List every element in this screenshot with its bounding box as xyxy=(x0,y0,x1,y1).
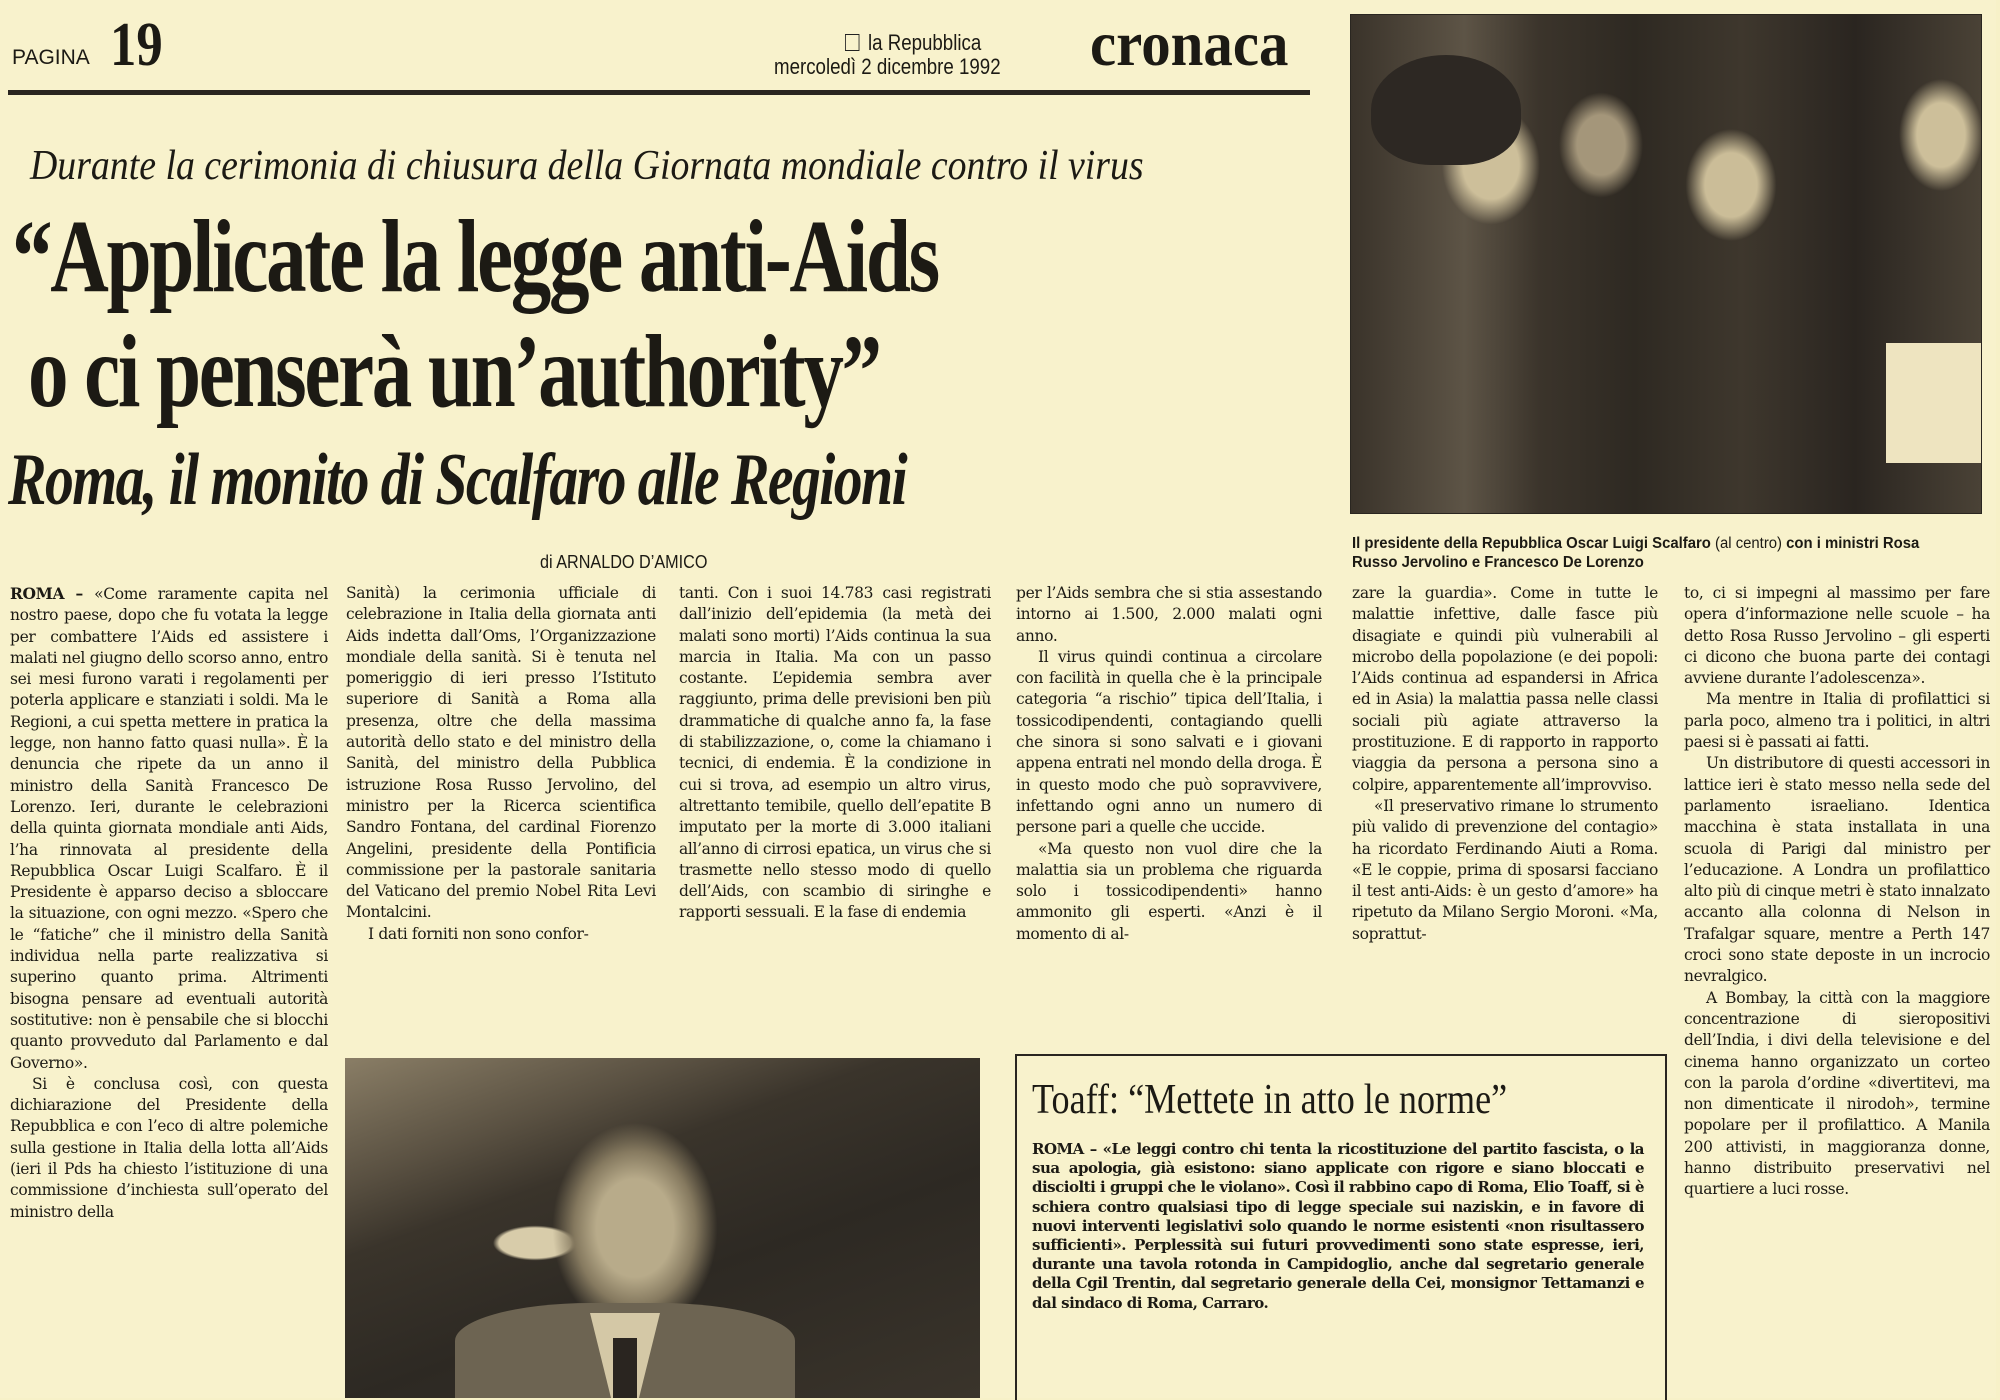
paragraph-text: Un distributore di questi accessori in lattice ieri è stato messo nella sede del parlamento israeliano. Identica macchina è stata installata in una scuola di Parigi dal ministro per l’educazione. A Londra un profilattico alto più di cinque metri è stato innalzato accanto alla colonna di Nelson in Trafalgar square, mentre a Perth 147 croci sono state deposte in un incrocio nevralgico. xyxy=(1684,754,1990,986)
paragraph xyxy=(1684,583,1990,689)
paragraph xyxy=(346,583,656,924)
photo-detail xyxy=(613,1338,637,1398)
paragraph xyxy=(1684,753,1990,987)
paragraph xyxy=(346,924,656,945)
paragraph-text: «Come raramente capita nel nostro paese, dopo che fu votata la legge per combattere l’Aids ed assistere i malati nel giugno dello scorso anno, entro sei mesi furono varati i regolamenti per poterla applicare e stanziati i soldi. Ma le Regioni, a cui spetta mettere in pratica la legge, non hanno fatto quasi nulla». È la denuncia che ripete da un anno il ministro della Sanità Francesco De Lorenzo. Ieri, durante le celebrazioni della quinta giornata mondiale anti Aids, l’ha rinnovata al presidente della Repubblica Oscar Luigi Scalfaro. È il Presidente è apparso deciso a sbloccare la situazione, con ogni mezzo. «Spero che le “fatiche” che il ministro della Sanità individua nella parte realizzativa si superino quanto prima. Altrimenti bisogna pensare ad eventuali autorità sostitutive: non è pensabile che si blocchi quanto provveduto dal Parlamento e dal Governo». xyxy=(10,585,328,1072)
dateline: ROMA – xyxy=(10,584,95,603)
masthead-rule xyxy=(8,90,1310,95)
paragraph-text: Ma mentre in Italia di profilattici si parla poco, almeno tra i politici, in altri paesi si è passati ai fatti. xyxy=(1684,690,1990,752)
paragraph-text: «Ma questo non vuol dire che la malattia sia un problema che riguarda solo i tossicodipendenti» hanno ammonito gli esperti. «Anzi è il momento di al- xyxy=(1016,839,1322,943)
paragraph-text: I dati forniti non sono confor- xyxy=(368,924,589,943)
paragraph xyxy=(679,583,991,924)
article-column-5 xyxy=(1352,583,1658,945)
paragraph-text: per l’Aids sembra che si stia assestando intorno ai 1.500, 2.000 malati ogni anno. xyxy=(1016,584,1322,645)
sidebar-text: «Le leggi contro chi tenta la ricostituzione del partito fascista, o la sua apologia, già esistono: siano applicate con rigore e siano bloccati e disciolti i gruppi che le violano». Così il rabbino capo di Roma, Elio Toaff, si è schiera contro qualsiasi tipo di legge speciale sui naziskin, e in favore di nuovi interventi legislativi solo quando le norme esistenti «non risultassero sufficienti». Perplessità sui futuri provvedimenti sono state espresse, ieri, durante una tavola rotonda in Campidoglio, anche dal segretario generale della Cgil Trentin, dal segretario generale della Cei, monsignor Tettamanzi e dal sindaco di Roma, Carraro. xyxy=(1032,1140,1645,1312)
paragraph xyxy=(10,1074,328,1223)
headline-line-1: “Applicate la legge anti-Aids xyxy=(12,199,938,314)
article-column-3 xyxy=(679,583,991,924)
photo-scalfaro-ministers xyxy=(1350,14,1982,514)
paragraph xyxy=(1684,988,1990,1201)
paragraph xyxy=(10,583,328,1074)
paragraph-text: Si è conclusa così, con questa dichiarazione del Presidente della Repubblica e con l’eco di altre polemiche sulla gestione in Italia della lotta all’Aids (ieri il Pds ha chiesto l’istituzione di una commissione d’inchiesta sull’operato del ministro della xyxy=(10,1074,328,1221)
article-column-2 xyxy=(346,583,656,945)
byline: di ARNALDO D’AMICO xyxy=(540,552,708,572)
photo-detail xyxy=(1886,343,1981,463)
photo-caption xyxy=(1352,534,1966,572)
section-title: cronaca xyxy=(1090,8,1289,79)
square-bullet-icon xyxy=(845,34,859,51)
headline-line-2: o ci penserà un’authority” xyxy=(28,314,880,429)
photo-elio-toaff xyxy=(345,1058,980,1398)
paragraph-text: Sanità) la cerimonia ufficiale di celebrazione in Italia della giornata anti Aids indetta dall’Oms, l’Organizzazione mondiale della sanità. Si è tenuta nel pomeriggio di ieri presso l’Istituto superiore di Sanità a Roma alla presenza, oltre che della massima autorità dello stato e del ministro della Sanità, del ministro della Pubblica istruzione Rosa Russo Jervolino, del ministro per la Ricerca scientifica Sandro Fontana, del cardinal Fiorenzo Angelini, presidente della Pontificia commissione per la pastorale sanitaria del Vaticano del premio Nobel Rita Levi Montalcini. xyxy=(346,584,656,922)
paragraph-text: zare la guardia». Come in tutte le malattie infettive, dalle fasce più disagiate e quindi più vulnerabili al microbo della popolazione (e dei popoli: l’Aids continua ad espandersi in Africa ed in Asia) la malattia passa nelle classi sociali più agiate attraverso la prostituzione. E di rapporto in rapporto viaggia da persona a persona sino a colpire, apparentemente all’improvviso. xyxy=(1352,584,1658,794)
article-column-1 xyxy=(10,583,328,1223)
sidebar-body xyxy=(1032,1140,1644,1313)
paragraph xyxy=(1684,689,1990,753)
paragraph-text: «Il preservativo rimane lo strumento più valido di prevenzione del contagio» ha ricordato Ferdinando Aiuti a Roma. «E le coppie, prima di sposarsi facciano il test anti-Aids: è un gesto d’amore» ha ripetuto da Milano Sergio Moroni. «Ma, soprattut- xyxy=(1352,796,1658,943)
caption-bold-2: con i ministri Rosa Russo Jervolino e Francesco De Lorenzo xyxy=(1352,535,1920,571)
dateline: ROMA – xyxy=(1032,1140,1103,1158)
paper-name xyxy=(845,30,981,56)
page-number: 19 xyxy=(110,11,163,79)
photo-figure xyxy=(1371,55,1521,165)
paragraph xyxy=(1016,647,1322,839)
caption-bold-1: Il presidente della Repubblica Oscar Luigi Scalfaro xyxy=(1352,535,1711,552)
paragraph xyxy=(1016,839,1322,945)
paragraph xyxy=(1352,583,1658,796)
page-label: PAGINA xyxy=(12,46,90,69)
caption-plain: (al centro) xyxy=(1710,535,1787,552)
subheadline: Roma, il monito di Scalfaro alle Regioni xyxy=(8,439,907,521)
article-column-6 xyxy=(1684,583,1990,1201)
paragraph xyxy=(1016,583,1322,647)
sidebar-title: Toaff: “Mettete in atto le norme” xyxy=(1032,1077,1508,1123)
paragraph-text: A Bombay, la città con la maggiore concentrazione di sieropositivi dell’India, i divi della televisione e del cinema hanno organizzato un corteo con la parola d’ordine «divertitevi, ma non dimenticate il nirodoh», termine popolare per il profilattico. A Manila 200 attivisti, in maggioranza donne, hanno distribuito preservativi nel quartiere a luci rosse. xyxy=(1684,988,1990,1199)
paragraph-text: tanti. Con i suoi 14.783 casi registrati dall’inizio dell’epidemia (la metà dei malati sono morti) l’Aids continua la sua marcia in Italia. Ma con un passo costante. L’epidemia sembra aver raggiunto, prima delle previsioni ben più drammatiche di qualche anno fa, la fase di stabilizzazione, o, come la chiamano i tecnici, di endemia. È la condizione in cui si trova, ad esempio un altro virus, altrettanto temibile, quello dell’epatite B imputato per la morte di 3.000 italiani all’anno di cirrosi epatica, un virus che si trasmette nello stesso modo di quello dell’Aids, con scambio di siringhe e rapporti sessuali. E la fase di endemia xyxy=(679,584,991,922)
paragraph xyxy=(1352,796,1658,945)
article-column-4 xyxy=(1016,583,1322,945)
publication-date: mercoledì 2 dicembre 1992 xyxy=(774,54,1001,79)
paragraph-text: Il virus quindi continua a circolare con facilità in quella che è la principale categoria “a rischio” tipica dell’Italia, i tossicodipendenti, contagiando quelli che sinora si sono salvati e i giovani appena entrati nel mondo della droga. È in questo modo che può sopravvivere, infettando ogni anno un numero di persone pari a quelle che uccide. xyxy=(1016,647,1322,837)
paragraph-text: to, ci si impegni al massimo per fare opera d’informazione nelle scuole – ha detto Rosa Russo Jervolino – gli esperti ci dicono che buona parte dei contagi avviene durante l’adolescenza». xyxy=(1684,584,1990,688)
kicker: Durante la cerimonia di chiusura della Giornata mondiale contro il virus xyxy=(30,143,1144,189)
paper-name-text: la Repubblica xyxy=(867,30,982,55)
